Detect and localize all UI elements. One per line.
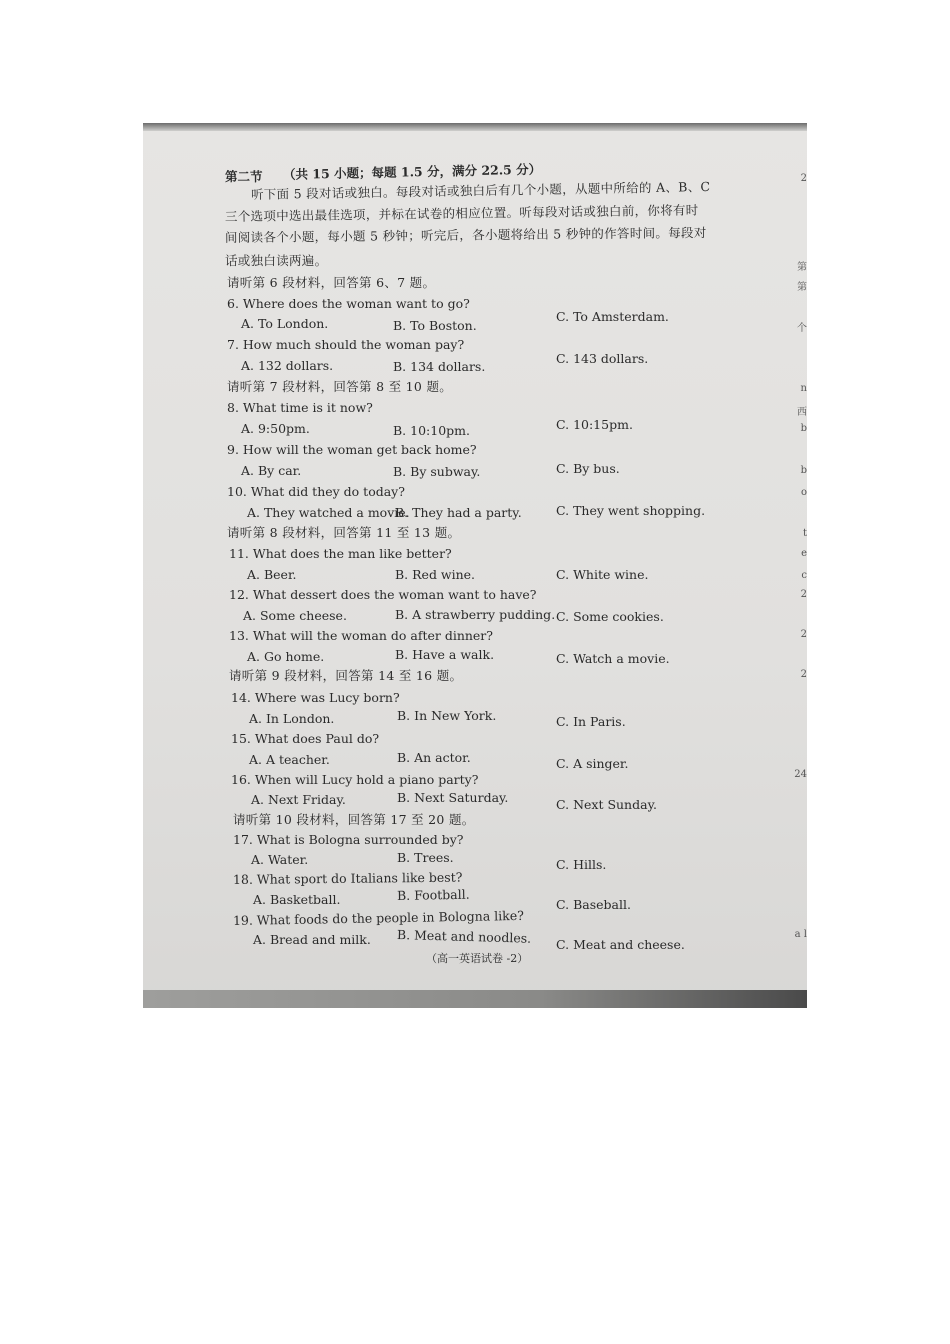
question-18: 18. What sport do Italians like best? bbox=[232, 869, 463, 887]
margin-fragment: t bbox=[802, 528, 807, 539]
question-11: 11. What does the man like better? bbox=[229, 546, 452, 561]
option-17b: B. Trees. bbox=[397, 850, 454, 865]
margin-fragment: 第 bbox=[797, 262, 807, 273]
margin-fragment: 西 bbox=[797, 407, 807, 418]
option-13a: A. Go home. bbox=[247, 649, 325, 664]
section-note: （共 15 小题；每题 1.5 分，满分 22.5 分） bbox=[282, 161, 542, 182]
question-7: 7. How much should the woman pay? bbox=[227, 337, 465, 352]
question-16: 16. When will Lucy hold a piano party? bbox=[231, 772, 479, 787]
margin-fragment: 第 bbox=[797, 282, 807, 293]
section-title: 第二节 bbox=[225, 169, 263, 184]
margin-fragment: 2 bbox=[800, 669, 807, 680]
option-7c: C. 143 dollars. bbox=[556, 351, 649, 366]
option-18b: B. Football. bbox=[396, 886, 470, 903]
option-9b: B. By subway. bbox=[393, 464, 481, 479]
option-11a: A. Beer. bbox=[247, 567, 297, 582]
option-7b: B. 134 dollars. bbox=[393, 359, 486, 374]
option-17c: C. Hills. bbox=[556, 857, 607, 872]
margin-fragment: 2 bbox=[800, 589, 807, 600]
option-8a: A. 9:50pm. bbox=[241, 421, 310, 436]
margin-fragment: a l bbox=[794, 929, 807, 940]
option-17a: A. Water. bbox=[251, 852, 309, 867]
option-18c: C. Baseball. bbox=[556, 897, 631, 912]
option-15c: C. A singer. bbox=[556, 756, 629, 771]
margin-fragment: c bbox=[801, 570, 807, 581]
option-11c: C. White wine. bbox=[556, 567, 649, 582]
margin-fragment: n bbox=[800, 383, 807, 394]
option-16b: B. Next Saturday. bbox=[397, 790, 509, 805]
option-13b: B. Have a walk. bbox=[395, 647, 495, 662]
option-15b: B. An actor. bbox=[397, 750, 471, 765]
margin-fragment: 24 bbox=[794, 769, 807, 780]
option-14b: B. In New York. bbox=[397, 708, 497, 723]
option-18a: A. Basketball. bbox=[253, 892, 341, 907]
question-6: 6. Where does the woman want to go? bbox=[227, 296, 470, 311]
option-10b: B. They had a party. bbox=[395, 505, 522, 520]
question-19: 19. What foods do the people in Bologna like? bbox=[232, 907, 524, 928]
margin-fragment: o bbox=[800, 487, 807, 498]
instruction-line-2: 三个选项中选出最佳选项，并标在试卷的相应位置。听每段对话或独白前，你将有时 bbox=[224, 202, 699, 224]
option-12a: A. Some cheese. bbox=[243, 608, 347, 623]
margin-fragment: b bbox=[800, 465, 807, 476]
option-12b: B. A strawberry pudding. bbox=[395, 607, 556, 622]
option-14a: A. In London. bbox=[249, 711, 335, 726]
option-6c: C. To Amsterdam. bbox=[556, 309, 669, 324]
option-19b: B. Meat and noodles. bbox=[396, 927, 532, 946]
option-7a: A. 132 dollars. bbox=[241, 358, 334, 373]
option-11b: B. Red wine. bbox=[395, 567, 476, 582]
margin-fragment: e bbox=[801, 548, 807, 559]
group-10-heading: 请听第 10 段材料，回答第 17 至 20 题。 bbox=[233, 812, 475, 827]
option-13c: C. Watch a movie. bbox=[556, 651, 670, 666]
group-7-heading: 请听第 7 段材料，回答第 8 至 10 题。 bbox=[227, 379, 453, 394]
option-8c: C. 10:15pm. bbox=[556, 417, 633, 432]
page-footer: （高一英语试卷 -2） bbox=[426, 952, 529, 965]
page-top-edge bbox=[143, 123, 807, 131]
option-19a: A. Bread and milk. bbox=[253, 932, 371, 947]
question-14: 14. Where was Lucy born? bbox=[231, 690, 400, 705]
option-10a: A. They watched a movie. bbox=[247, 505, 410, 520]
question-10: 10. What did they do today? bbox=[227, 484, 405, 499]
question-8: 8. What time is it now? bbox=[227, 400, 373, 415]
option-15a: A. A teacher. bbox=[249, 752, 330, 767]
margin-fragment: 个 bbox=[797, 323, 807, 334]
group-8-heading: 请听第 8 段材料，回答第 11 至 13 题。 bbox=[227, 525, 461, 540]
margin-fragment: 2 bbox=[800, 173, 807, 184]
option-14c: C. In Paris. bbox=[556, 714, 626, 729]
instruction-line-3: 间阅读各个小题，每小题 5 秒钟；听完后，各小题将给出 5 秒钟的作答时间。每段对 bbox=[224, 224, 707, 245]
question-12: 12. What dessert does the woman want to have? bbox=[229, 587, 537, 602]
option-19c: C. Meat and cheese. bbox=[556, 937, 685, 952]
instruction-line-1: 听下面 5 段对话或独白。每段对话或独白后有几个小题，从题中所给的 A、B、C bbox=[250, 178, 711, 202]
margin-fragment: b bbox=[800, 423, 807, 434]
group-6-heading: 请听第 6 段材料，回答第 6、7 题。 bbox=[227, 275, 436, 290]
option-12c: C. Some cookies. bbox=[556, 609, 664, 624]
option-16a: A. Next Friday. bbox=[251, 792, 346, 807]
question-9: 9. How will the woman get back home? bbox=[227, 442, 477, 457]
margin-fragment: 2 bbox=[800, 629, 807, 640]
question-13: 13. What will the woman do after dinner? bbox=[229, 628, 493, 643]
option-9a: A. By car. bbox=[241, 463, 302, 478]
option-6b: B. To Boston. bbox=[393, 318, 477, 333]
option-9c: C. By bus. bbox=[556, 461, 620, 476]
instruction-line-4: 话或独白读两遍。 bbox=[225, 253, 328, 268]
question-17: 17. What is Bologna surrounded by? bbox=[233, 832, 464, 847]
page-bottom-edge bbox=[143, 990, 807, 1008]
option-8b: B. 10:10pm. bbox=[393, 423, 470, 438]
option-10c: C. They went shopping. bbox=[556, 503, 706, 518]
question-15: 15. What does Paul do? bbox=[231, 731, 380, 746]
option-16c: C. Next Sunday. bbox=[556, 797, 657, 812]
group-9-heading: 请听第 9 段材料，回答第 14 至 16 题。 bbox=[229, 668, 463, 683]
option-6a: A. To London. bbox=[241, 316, 329, 331]
photographed-exam-page bbox=[143, 123, 807, 1008]
